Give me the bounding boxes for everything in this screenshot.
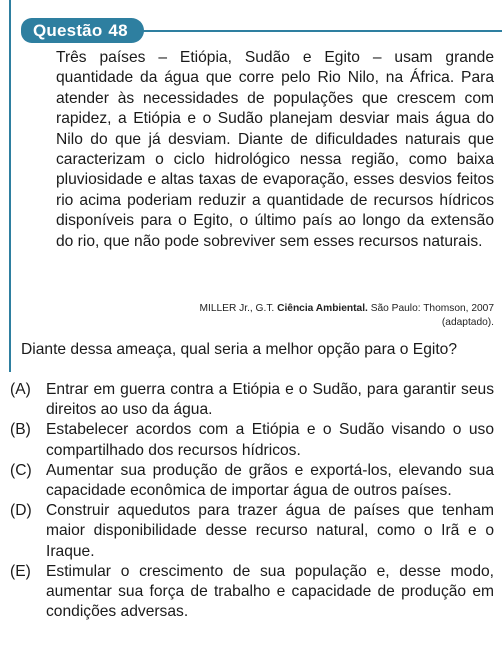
option-letter: (E) (10, 562, 31, 580)
passage-paragraph: Três países – Etiópia, Sudão e Egito – usam grande quantidade da água que corre pelo Rio Nilo, na África. Para atender às necessidades de populações que crescem com rapidez, a Etiópia e o Sudão planejam desviar mais água do Nilo do que já desviam. Diante de dificuldades naturais que caracterizam o ciclo hidrológico nessa região, como baixa pluviosidade e altas taxas de evaporação, esses desvios feitos rio acima poderiam reduzir a quantidade de recursos hídricos disponíveis para o Egito, o último país ao longo da extensão do rio, que não pode sobreviver sem esses recursos naturais. (56, 49, 494, 250)
option-d[interactable] (10, 501, 494, 562)
citation-publisher: São Paulo: Thomson, 2007 (370, 303, 494, 314)
option-c[interactable] (10, 461, 494, 501)
citation-author: MILLER Jr., G.T. (199, 303, 275, 314)
question-header (0, 0, 502, 44)
citation (150, 302, 494, 330)
option-letter: (D) (10, 502, 32, 520)
passage-text (56, 48, 494, 252)
citation-note: (adaptado). (441, 317, 494, 328)
option-e[interactable] (10, 562, 494, 623)
header-rule (120, 30, 502, 32)
question-number: 48 (108, 21, 128, 40)
left-border-rule (9, 0, 11, 372)
question-label: Questão (33, 21, 103, 40)
option-letter: (C) (10, 461, 32, 479)
answer-options (10, 380, 494, 622)
option-b[interactable] (10, 420, 494, 460)
option-letter: (A) (10, 381, 31, 398)
option-letter: (B) (10, 421, 31, 439)
question-prompt: Diante dessa ameaça, qual seria a melhor opção para o Egito? (21, 341, 458, 358)
option-text: Estabelecer acordos com a Etiópia e o Sudão visando o uso compartilhado dos recursos hídricos. (46, 421, 494, 459)
option-text: Aumentar sua produção de grãos e exportá-los, elevando sua capacidade econômica de importar água de outros países. (46, 461, 494, 500)
option-text: Construir aquedutos para trazer água de países que tenham maior disponibilidade desse recurso natural, como o Irã e o Iraque. (46, 502, 494, 560)
option-text: Entrar em guerra contra a Etiópia e o Sudão, para garantir seus direitos ao uso da água. (46, 381, 494, 419)
question-badge (21, 18, 144, 43)
citation-title: Ciência Ambiental. (277, 303, 368, 314)
option-a[interactable] (10, 380, 494, 420)
option-text: Estimular o crescimento de sua população e, desse modo, aumentar sua força de trabalho e capacidade de produção em condições adversas. (46, 562, 494, 621)
